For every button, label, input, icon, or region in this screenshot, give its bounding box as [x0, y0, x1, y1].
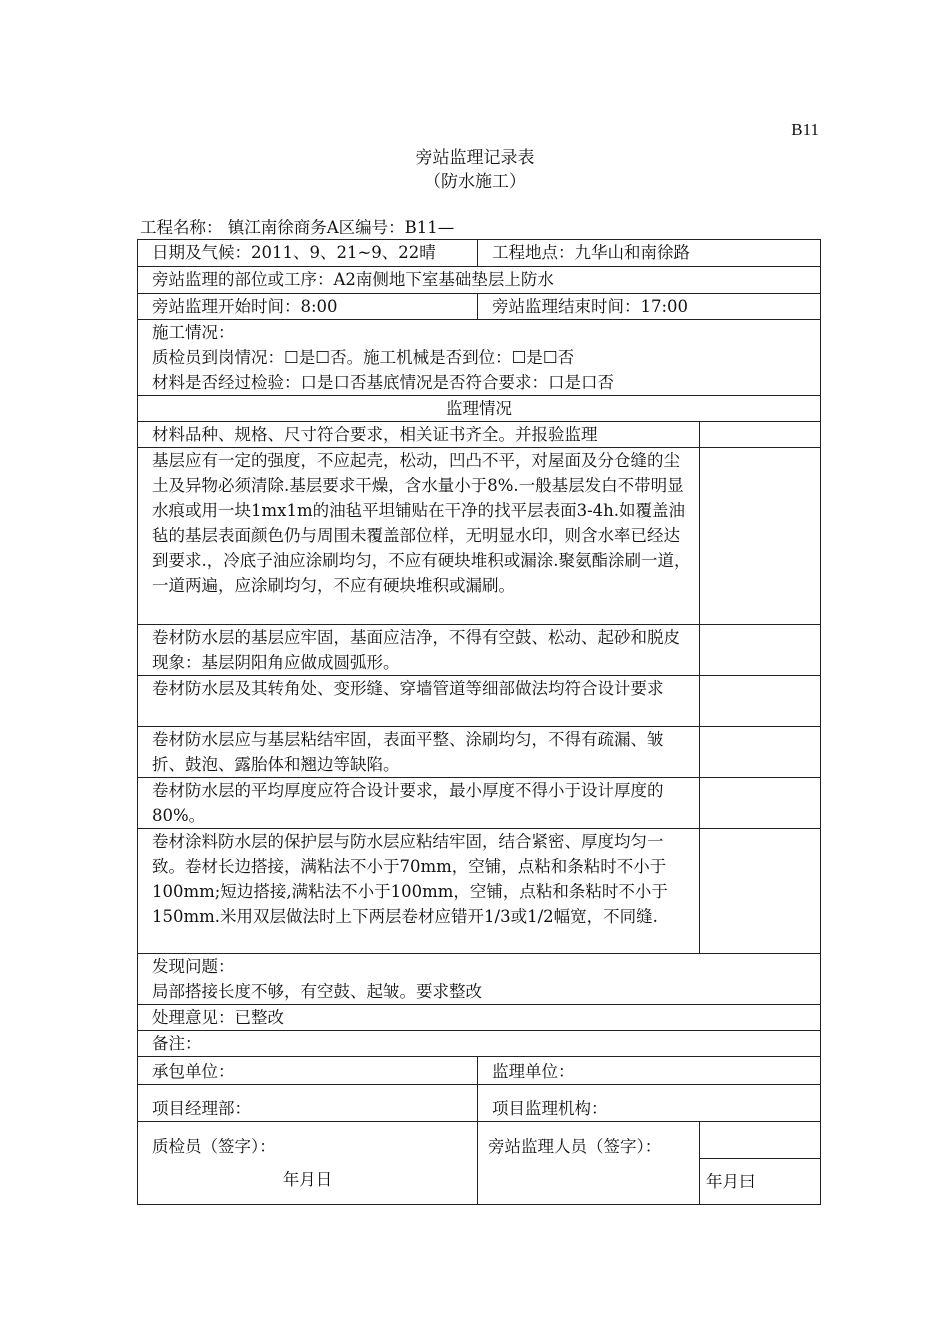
construction-title: 施工情况：	[152, 323, 235, 342]
problems-found	[138, 954, 821, 1005]
item-thickness: 卷材防水层的平均厚度应符合设计要求，最小厚度不得小于设计厚度的80%。	[138, 778, 700, 829]
inspector-sign: 质检员（签字）：	[138, 1122, 478, 1159]
form-subtitle: （防水施工）	[424, 172, 526, 192]
sign-blank-cell	[700, 1122, 821, 1159]
handling-opinion: 处理意见：已整改	[138, 1005, 821, 1031]
date-left: 年月日	[138, 1159, 478, 1205]
contractor: 承包单位：	[138, 1057, 478, 1085]
item-bonding: 卷材防水层应与基层粘结牢固，表面平整、涂刷均匀，不得有疏漏、皱折、鼓泡、露胎体和翘边等缺陷。	[138, 727, 700, 778]
date-right: 年月曰	[700, 1159, 821, 1205]
construction-line-1: 质检员到岗情况：☐是☐否。施工机械是否到位：☐是☐否	[152, 348, 575, 367]
problems-text: 局部搭接长度不够，有空鼓、起皱。要求整改	[152, 982, 482, 1001]
item-check-cell	[700, 778, 821, 829]
item-materials: 材料品种、规格、尺寸符合要求，相关证书齐全。并报验监理	[138, 422, 700, 448]
construction-status	[138, 320, 821, 396]
start-time: 旁站监理开始时间：8:00	[138, 294, 478, 320]
problems-title: 发现问题：	[152, 957, 235, 976]
item-check-cell	[700, 448, 821, 625]
end-time: 旁站监理结束时间：17:00	[478, 294, 821, 320]
site-supervisor-sign: 旁站监理人员（签字）：	[478, 1122, 700, 1205]
supervision-header: 监理情况	[138, 396, 821, 422]
supervisor-unit: 监理单位：	[478, 1057, 821, 1085]
pm-dept: 项目经理部：	[138, 1085, 478, 1122]
form-title: 旁站监理记录表	[415, 148, 535, 168]
supervision-part: 旁站监理的部位或工序：A2南侧地下室基础垫层上防水	[138, 267, 821, 294]
item-protection: 卷材涂料防水层的保护层与防水层应粘结牢固，结合紧密、厚度均匀一致。卷材长边搭接，满粘法不小于70mm，空铺，点粘和条粘时不小于100mm;短边搭接,满粘法不小于100mm，空铺，点粘和条粘时不小于150mm.米用双层做法时上下两层卷材应错开1/3或1/2幅宽，不同缝.	[138, 829, 700, 954]
supervision-org: 项目监理机构：	[478, 1085, 821, 1122]
item-check-cell	[700, 676, 821, 727]
item-check-cell	[700, 625, 821, 676]
item-check-cell	[700, 727, 821, 778]
item-base-layer: 基层应有一定的强度，不应起壳，松动，凹凸不平，对屋面及分仓缝的尘土及异物必须清除.基层要求干燥，含水量小于8%.一般基层发白不带明显水痕或用一块1mx1m的油毡平坦铺贴在干净的找平层表面3-4h.如覆盖油毡的基层表面颜色仍与周围未覆盖部位样，无明显水印，则含水率已经达到要求.，冷底子油应涂刷均匀，不应有硬块堆积或漏涂.聚氨酯涂刷一道，一道两遍，应涂刷均匀，不应有硬块堆积或漏刷。	[138, 448, 700, 625]
item-base-firm: 卷材防水层的基层应牢固，基面应洁净，不得有空鼓、松动、起砂和脱皮现象：基层阴阳角应做成圆弧形。	[138, 625, 700, 676]
item-details: 卷材防水层及其转角处、变形缝、穿墙管道等细部做法均符合设计要求	[138, 676, 700, 727]
remarks: 备注：	[138, 1031, 821, 1057]
form-title-block	[0, 146, 950, 194]
record-table	[137, 239, 821, 1205]
form-code: B11	[791, 120, 819, 139]
item-check-cell	[700, 422, 821, 448]
item-check-cell	[700, 829, 821, 954]
project-line: 工程名称： 镇江南徐商务A区编号：B11—	[140, 218, 455, 237]
construction-line-2: 材料是否经过检验：口是口否基底情况是否符合要求：口是口否	[152, 373, 614, 392]
date-weather: 日期及气候：2011、9、21~9、22晴	[138, 240, 478, 267]
location: 工程地点：九华山和南徐路	[478, 240, 821, 267]
